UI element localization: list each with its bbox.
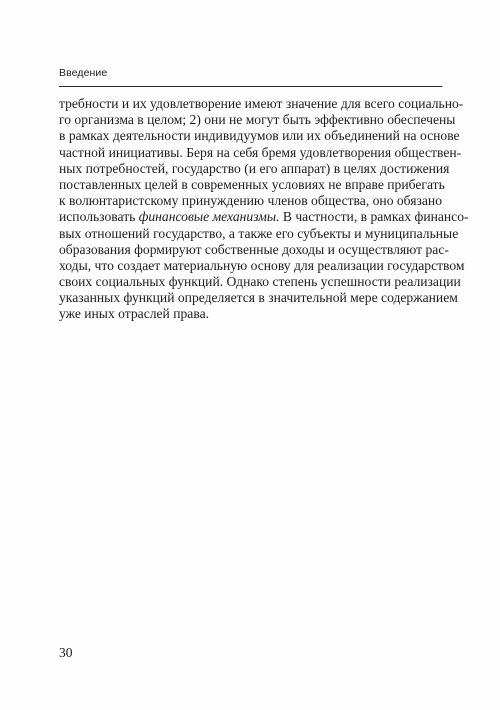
text-fragment: использовать <box>59 209 139 225</box>
body-paragraph <box>59 96 469 323</box>
page-number: 30 <box>59 645 73 660</box>
text-fragment: В частности, в рамках финансо- <box>279 209 469 225</box>
text-line: требности и их удовлетворение имеют значение для всего социально- <box>59 96 464 111</box>
text-line: к волюнтаристскому принуждению членов общества, оно обязано <box>59 193 442 209</box>
text-line: поставленных целей в современных условиях не вправе прибегать <box>59 176 445 192</box>
emphasized-term: финансовые механизмы. <box>138 209 280 225</box>
running-header: Введение <box>59 67 108 79</box>
text-line: частной инициативы. Беря на себя бремя удовлетворения обществен- <box>59 144 462 160</box>
text-line: в рамках деятельности индивидуумов или их объединений на основе <box>59 128 460 144</box>
text-line: ных потребностей, государство (и его аппарат) в целях достижения <box>59 160 450 176</box>
text-line: своих социальных функций. Однако степень успешности реализации <box>59 274 461 290</box>
text-line: ходы, что создает материальную основу для реализации государством <box>59 257 465 273</box>
text-line: вых отношений государство, а также его субъекты и муниципальные <box>59 225 459 241</box>
text-line: го организма в целом; 2) они не могут быть эффективно обеспечены <box>59 112 456 128</box>
text-line: уже иных отраслей права. <box>59 306 209 322</box>
text-line-with-emphasis <box>59 209 469 225</box>
text-line: указанных функций определяется в значительной мере содержанием <box>59 290 458 306</box>
header-rule <box>59 86 442 87</box>
text-line: образования формируют собственные доходы и осуществляют рас- <box>59 241 449 257</box>
